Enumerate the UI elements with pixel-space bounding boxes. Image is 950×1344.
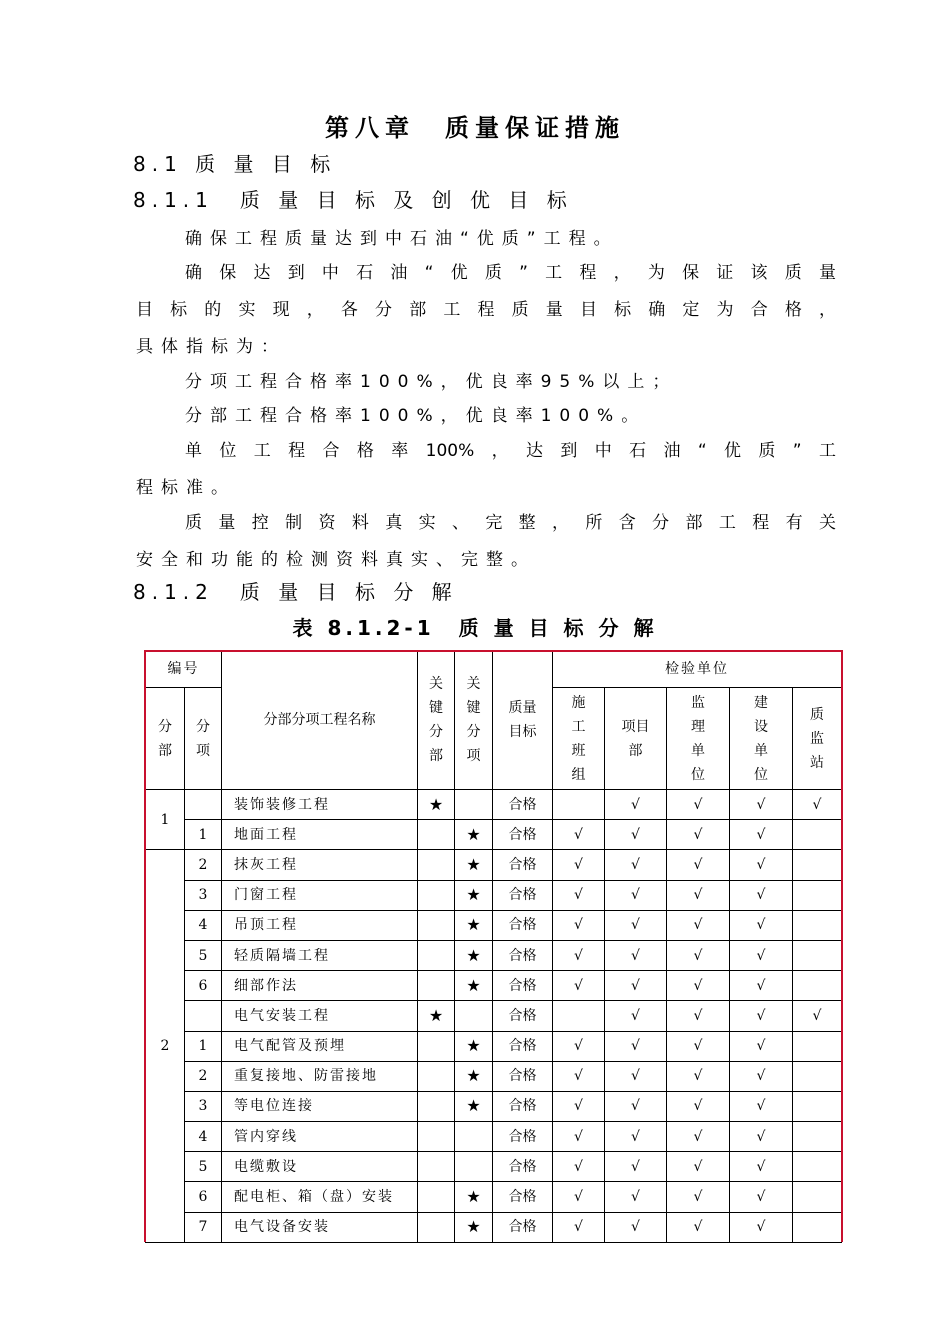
header-item-name: 分部分项工程名称 <box>222 651 418 790</box>
table-row <box>146 1122 842 1152</box>
subitem-number: 7 <box>185 1212 222 1242</box>
paragraph-1: 确保工程质量达到中石油“优质”工程。 <box>185 229 619 249</box>
station-check <box>793 880 842 910</box>
item-name: 电气安装工程 <box>222 1001 418 1031</box>
table-row <box>146 1182 842 1212</box>
supervision-check: √ <box>667 971 730 1001</box>
project-check: √ <box>605 940 667 970</box>
quality-target: 合格 <box>493 880 553 910</box>
owner-check: √ <box>730 1122 793 1152</box>
header-quality-station: 质监站 <box>810 706 824 771</box>
item-name: 重复接地、防雷接地 <box>222 1061 418 1091</box>
project-check: √ <box>605 910 667 940</box>
key-division-mark <box>418 910 455 940</box>
project-check: √ <box>605 820 667 850</box>
table-row <box>146 1031 842 1061</box>
quality-target: 合格 <box>493 820 553 850</box>
paragraph-4: 分部工程合格率100%，优良率100%。 <box>185 406 647 426</box>
header-quality-target: 质量目标 <box>508 700 537 740</box>
header-key-division: 关键分部 <box>429 676 443 764</box>
quality-target: 合格 <box>493 940 553 970</box>
quality-target: 合格 <box>493 1212 553 1242</box>
subitem-number: 4 <box>185 910 222 940</box>
key-division-mark: ★ <box>418 1001 455 1031</box>
station-check <box>793 1182 842 1212</box>
key-division-mark <box>418 880 455 910</box>
team-check: √ <box>553 820 605 850</box>
quality-target-table <box>145 650 842 1243</box>
table-body <box>146 651 842 1243</box>
quality-target: 合格 <box>493 850 553 880</box>
owner-check: √ <box>730 940 793 970</box>
quality-target: 合格 <box>493 971 553 1001</box>
owner-check: √ <box>730 1001 793 1031</box>
supervision-check: √ <box>667 1182 730 1212</box>
header-key-subitem-cell <box>455 651 493 790</box>
team-check: √ <box>553 910 605 940</box>
supervision-check: √ <box>667 1061 730 1091</box>
header-team-cell <box>553 688 605 790</box>
item-name: 等电位连接 <box>222 1091 418 1121</box>
table-row <box>146 880 842 910</box>
project-check: √ <box>605 1182 667 1212</box>
item-name: 配电柜、箱（盘）安装 <box>222 1182 418 1212</box>
paragraph-3: 分项工程合格率100%，优良率95%以上； <box>185 372 678 392</box>
key-subitem-mark: ★ <box>455 820 493 850</box>
subitem-number: 6 <box>185 1182 222 1212</box>
owner-check: √ <box>730 850 793 880</box>
supervision-check: √ <box>667 1091 730 1121</box>
team-check: √ <box>553 1091 605 1121</box>
subitem-number: 3 <box>185 880 222 910</box>
station-check <box>793 1091 842 1121</box>
team-check: √ <box>553 1122 605 1152</box>
table-row <box>146 820 842 850</box>
subitem-number: 2 <box>185 850 222 880</box>
key-division-mark <box>418 1031 455 1061</box>
header-project-cell <box>605 688 667 790</box>
team-check: √ <box>553 1061 605 1091</box>
supervision-check: √ <box>667 850 730 880</box>
key-division-mark <box>418 850 455 880</box>
station-check <box>793 850 842 880</box>
key-subitem-mark: ★ <box>455 1212 493 1242</box>
subitem-number: 6 <box>185 971 222 1001</box>
item-name: 电气设备安装 <box>222 1212 418 1242</box>
table-row <box>146 790 842 820</box>
paragraph-5-line-2: 程标准。 <box>136 478 236 498</box>
paragraph-2-line-1: 确保达到中石油“优质”工程，为保证该质量 <box>185 263 836 283</box>
header-subitem-cell <box>185 688 222 790</box>
team-check <box>553 790 605 820</box>
team-check: √ <box>553 1152 605 1182</box>
quality-target: 合格 <box>493 1122 553 1152</box>
table-row <box>146 850 842 880</box>
key-division-mark <box>418 820 455 850</box>
chapter-title: 第八章 质量保证措施 <box>325 114 625 142</box>
supervision-check: √ <box>667 880 730 910</box>
station-check: √ <box>793 1001 842 1031</box>
key-division-mark <box>418 1122 455 1152</box>
key-division-mark <box>418 971 455 1001</box>
header-division-cell <box>146 688 185 790</box>
quality-target: 合格 <box>493 790 553 820</box>
station-check <box>793 1122 842 1152</box>
project-check: √ <box>605 790 667 820</box>
item-name: 电缆敷设 <box>222 1152 418 1182</box>
station-check <box>793 1031 842 1061</box>
station-check <box>793 1152 842 1182</box>
quality-target: 合格 <box>493 1001 553 1031</box>
subitem-number: 5 <box>185 1152 222 1182</box>
section-heading-8-1-2: 8.1.2 质 量 目 标 分 解 <box>133 580 458 604</box>
project-check: √ <box>605 1001 667 1031</box>
owner-check: √ <box>730 910 793 940</box>
subitem-number <box>185 1001 222 1031</box>
key-subitem-mark: ★ <box>455 1091 493 1121</box>
subitem-number: 1 <box>185 1031 222 1061</box>
station-check <box>793 971 842 1001</box>
quality-target: 合格 <box>493 1152 553 1182</box>
project-check: √ <box>605 1212 667 1242</box>
key-division-mark <box>418 1061 455 1091</box>
supervision-check: √ <box>667 1031 730 1061</box>
quality-target: 合格 <box>493 1031 553 1061</box>
table-row <box>146 1152 842 1182</box>
header-owner-unit: 建设单位 <box>754 694 768 783</box>
supervision-check: √ <box>667 1152 730 1182</box>
key-division-mark: ★ <box>418 790 455 820</box>
supervision-check: √ <box>667 910 730 940</box>
table-row <box>146 1001 842 1031</box>
subitem-number: 2 <box>185 1061 222 1091</box>
quality-target: 合格 <box>493 1061 553 1091</box>
quality-target: 合格 <box>493 1091 553 1121</box>
section-heading-8-1: 8.1 质 量 目 标 <box>133 152 337 176</box>
header-division: 分部 <box>158 718 172 759</box>
quality-target: 合格 <box>493 1182 553 1212</box>
key-subitem-mark <box>455 1122 493 1152</box>
header-project-dept: 项目部 <box>621 718 650 759</box>
supervision-check: √ <box>667 1122 730 1152</box>
item-name: 轻质隔墙工程 <box>222 940 418 970</box>
paragraph-6-line-2: 安全和功能的检测资料真实、完整。 <box>136 550 536 570</box>
team-check: √ <box>553 850 605 880</box>
key-subitem-mark <box>455 1152 493 1182</box>
table-row <box>146 1091 842 1121</box>
paragraph-6-line-1: 质量控制资料真实、完整，所含分部工程有关 <box>185 513 836 533</box>
owner-check: √ <box>730 880 793 910</box>
key-subitem-mark: ★ <box>455 940 493 970</box>
owner-check: √ <box>730 1152 793 1182</box>
key-division-mark <box>418 1182 455 1212</box>
owner-check: √ <box>730 1031 793 1061</box>
key-subitem-mark <box>455 790 493 820</box>
project-check: √ <box>605 1061 667 1091</box>
owner-check: √ <box>730 1182 793 1212</box>
item-name: 管内穿线 <box>222 1122 418 1152</box>
section-heading-8-1-1: 8.1.1 质 量 目 标 及 创 优 目 标 <box>133 188 573 212</box>
key-subitem-mark: ★ <box>455 850 493 880</box>
key-subitem-mark: ★ <box>455 1182 493 1212</box>
supervision-check: √ <box>667 940 730 970</box>
team-check: √ <box>553 1182 605 1212</box>
paragraph-2-line-2: 目标的实现，各分部工程质量目标确定为合格， <box>136 300 836 320</box>
paragraph-2-line-3: 具体指标为： <box>136 337 286 357</box>
team-check: √ <box>553 880 605 910</box>
header-row-1 <box>146 651 842 688</box>
key-subitem-mark: ★ <box>455 1031 493 1061</box>
item-name: 电气配管及预埋 <box>222 1031 418 1061</box>
owner-check: √ <box>730 1091 793 1121</box>
station-check <box>793 910 842 940</box>
table-row <box>146 940 842 970</box>
project-check: √ <box>605 850 667 880</box>
project-check: √ <box>605 1031 667 1061</box>
division-number-1: 1 <box>146 790 185 850</box>
owner-check: √ <box>730 1061 793 1091</box>
subitem-number: 3 <box>185 1091 222 1121</box>
subitem-number: 4 <box>185 1122 222 1152</box>
supervision-check: √ <box>667 1001 730 1031</box>
table-row <box>146 1061 842 1091</box>
team-check: √ <box>553 1212 605 1242</box>
team-check: √ <box>553 971 605 1001</box>
table-row <box>146 910 842 940</box>
key-subitem-mark: ★ <box>455 971 493 1001</box>
header-number: 编号 <box>146 651 222 688</box>
key-subitem-mark: ★ <box>455 880 493 910</box>
team-check: √ <box>553 1031 605 1061</box>
header-construction-team: 施工班组 <box>571 694 586 783</box>
header-inspection-units: 检验单位 <box>553 651 842 688</box>
supervision-check: √ <box>667 820 730 850</box>
station-check <box>793 940 842 970</box>
table-row <box>146 1212 842 1242</box>
header-quality-target-cell <box>493 651 553 790</box>
subitem-number <box>185 790 222 820</box>
item-name: 抹灰工程 <box>222 850 418 880</box>
project-check: √ <box>605 1091 667 1121</box>
key-division-mark <box>418 1152 455 1182</box>
item-name: 装饰装修工程 <box>222 790 418 820</box>
station-check <box>793 1061 842 1091</box>
table-row <box>146 971 842 1001</box>
owner-check: √ <box>730 1212 793 1242</box>
project-check: √ <box>605 1122 667 1152</box>
key-subitem-mark: ★ <box>455 1061 493 1091</box>
subitem-number: 1 <box>185 820 222 850</box>
owner-check: √ <box>730 790 793 820</box>
key-division-mark <box>418 1091 455 1121</box>
owner-check: √ <box>730 820 793 850</box>
station-check <box>793 1212 842 1242</box>
project-check: √ <box>605 1152 667 1182</box>
owner-check: √ <box>730 971 793 1001</box>
division-number-2: 2 <box>146 850 185 1242</box>
quality-target: 合格 <box>493 910 553 940</box>
header-supervision-cell <box>667 688 730 790</box>
supervision-check: √ <box>667 1212 730 1242</box>
key-subitem-mark: ★ <box>455 910 493 940</box>
table-caption: 表 8.1.2-1 质 量 目 标 分 解 <box>292 616 658 640</box>
team-check <box>553 1001 605 1031</box>
station-check: √ <box>793 790 842 820</box>
project-check: √ <box>605 971 667 1001</box>
subitem-number: 5 <box>185 940 222 970</box>
key-subitem-mark <box>455 1001 493 1031</box>
header-key-subitem: 关键分项 <box>466 676 481 764</box>
header-station-cell <box>793 688 842 790</box>
item-name: 吊顶工程 <box>222 910 418 940</box>
header-key-division-cell <box>418 651 455 790</box>
item-name: 门窗工程 <box>222 880 418 910</box>
header-supervision-unit: 监理单位 <box>691 694 705 783</box>
key-division-mark <box>418 1212 455 1242</box>
item-name: 细部作法 <box>222 971 418 1001</box>
paragraph-5-line-1: 单位工程合格率100%，达到中石油“优质”工 <box>185 441 836 461</box>
item-name: 地面工程 <box>222 820 418 850</box>
header-owner-cell <box>730 688 793 790</box>
station-check <box>793 820 842 850</box>
team-check: √ <box>553 940 605 970</box>
project-check: √ <box>605 880 667 910</box>
header-subitem: 分项 <box>196 718 210 759</box>
supervision-check: √ <box>667 790 730 820</box>
key-division-mark <box>418 940 455 970</box>
